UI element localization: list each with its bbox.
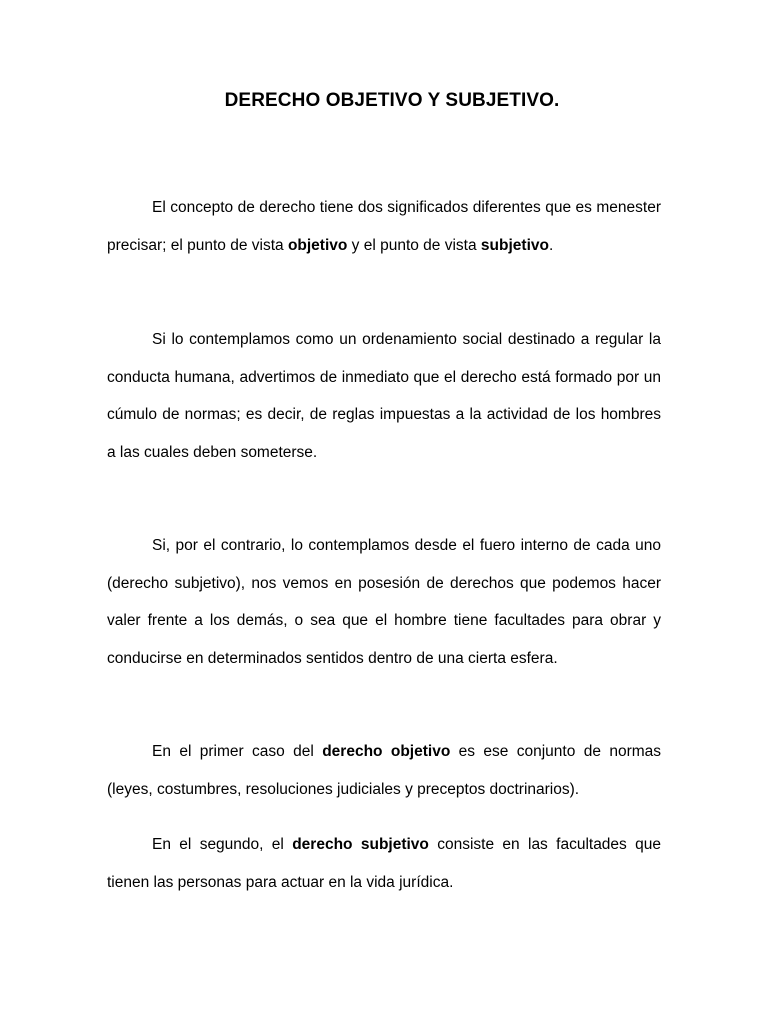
paragraph-5-bold-derecho-subjetivo: derecho subjetivo xyxy=(292,836,429,853)
paragraph-1-bold-subjetivo: subjetivo xyxy=(480,236,549,254)
paragraph-5-text-c: consiste en las facultades que tienen las personas para actuar en la vida jurídica. xyxy=(107,836,661,891)
paragraph-3-text: Si, por el contrario, lo contemplamos desde el fuero interno de cada uno (derecho subjetivo), nos vemos en posesión de derechos que podemos hacer valer frente a los demás, o sea que el hombre tiene facultades para obrar y conducirse en determinados sentidos dentro de una cierta esfera. xyxy=(107,537,661,667)
paragraph-1-text-a: El concepto de derecho tiene dos significados diferentes que es menester precisar; el punto de vista xyxy=(107,199,661,254)
paragraph-1-bold-objetivo: objetivo xyxy=(287,236,348,254)
paragraph-1-text-e: . xyxy=(548,236,554,254)
paragraph-5 xyxy=(107,826,661,901)
paragraph-4-text-c: es ese conjunto de normas (leyes, costumbres, resoluciones judiciales y preceptos doctrinarios). xyxy=(107,743,662,798)
document-title: DERECHO OBJETIVO Y SUBJETIVO. xyxy=(224,90,560,111)
paragraph-4-text-a: En el primer caso del xyxy=(152,743,323,760)
paragraph-1 xyxy=(107,189,661,264)
paragraph-2-text: Si lo contemplamos como un ordenamiento social destinado a regular la conducta humana, advertimos de inmediato que el derecho está formado por un cúmulo de normas; es decir, de reglas impuestas a la actividad de los hombres a las cuales deben someterse. xyxy=(107,331,661,461)
paragraph-2 xyxy=(107,321,661,471)
paragraph-4-bold-derecho-objetivo: derecho objetivo xyxy=(322,743,451,760)
paragraph-3 xyxy=(107,527,661,677)
paragraph-1-text-c: y el punto de vista xyxy=(347,236,481,254)
paragraph-4 xyxy=(107,733,661,808)
paragraph-5-text-a: En el segundo, el xyxy=(152,836,293,853)
